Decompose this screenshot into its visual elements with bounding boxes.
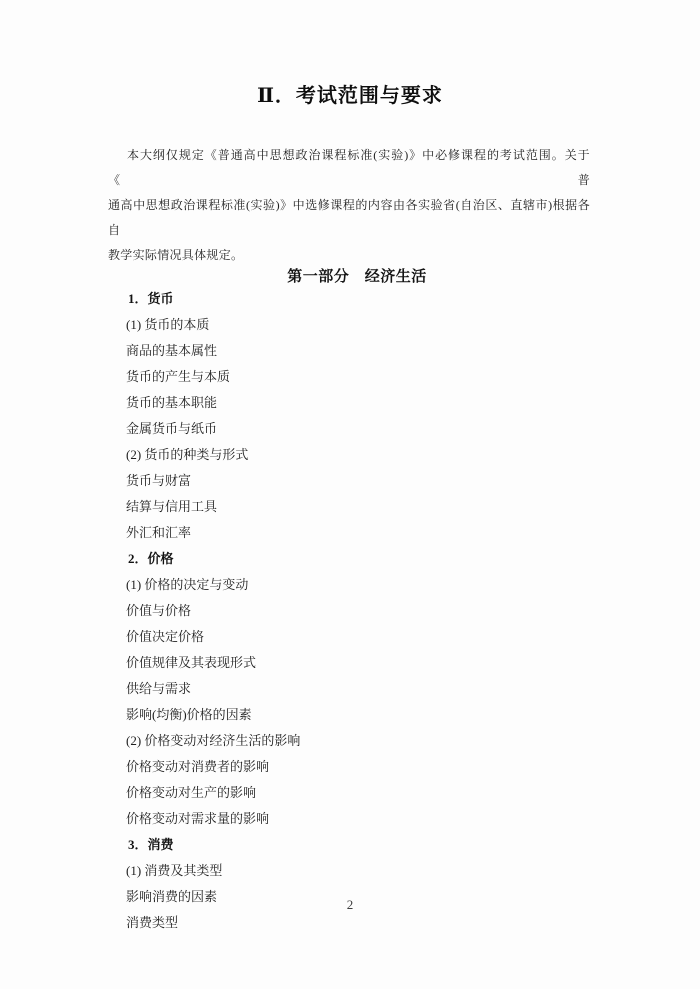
outline-item: 货币与财富 <box>126 473 192 488</box>
outline-topic: 2．价格 <box>128 551 174 566</box>
outline-item: 价值决定价格 <box>126 629 205 644</box>
outline-item: 价格变动对生产的影响 <box>126 785 257 800</box>
outline-item: 影响消费的因素 <box>126 889 218 904</box>
outline-item: 消费类型 <box>126 915 179 930</box>
outline-item: (2) 货币的种类与形式 <box>126 447 249 462</box>
outline-item: (1) 消费及其类型 <box>126 863 223 878</box>
outline-item: 外汇和汇率 <box>126 525 192 540</box>
outline-item: 结算与信用工具 <box>126 499 218 514</box>
outline-topic: 1．货币 <box>128 291 174 306</box>
outline-item: 商品的基本属性 <box>126 343 218 358</box>
outline-item: 影响(均衡)价格的因素 <box>126 707 252 722</box>
outline-item: 供给与需求 <box>126 681 192 696</box>
document-title: Ⅱ．考试范围与要求 <box>257 85 443 107</box>
outline-item: (1) 货币的本质 <box>126 317 210 332</box>
outline-item: (1) 价格的决定与变动 <box>126 577 249 592</box>
outline-item: (2) 价格变动对经济生活的影响 <box>126 733 301 748</box>
outline-item: 金属货币与纸币 <box>126 421 218 436</box>
outline-item: 价格变动对消费者的影响 <box>126 759 270 774</box>
page-number: 2 <box>346 897 354 912</box>
section-heading: 第一部分 经济生活 <box>287 269 427 285</box>
outline-item: 价值与价格 <box>126 603 192 618</box>
intro-line: 本大纲仅规定《普通高中思想政治课程标准(实验)》中必修课程的考试范围。关于《普 <box>108 148 590 187</box>
outline-item: 货币的产生与本质 <box>126 369 231 384</box>
intro-line: 通高中思想政治课程标准(实验)》中选修课程的内容由各实验省(自治区、直辖市)根据各自 <box>108 198 590 237</box>
outline-topic: 3．消费 <box>128 837 174 852</box>
outline-item: 价格变动对需求量的影响 <box>126 811 270 826</box>
intro-paragraph <box>108 143 590 268</box>
outline-item: 货币的基本职能 <box>126 395 218 410</box>
outline-list <box>126 286 700 936</box>
outline-item: 价值规律及其表现形式 <box>126 655 257 670</box>
intro-line: 教学实际情况具体规定。 <box>108 248 244 262</box>
